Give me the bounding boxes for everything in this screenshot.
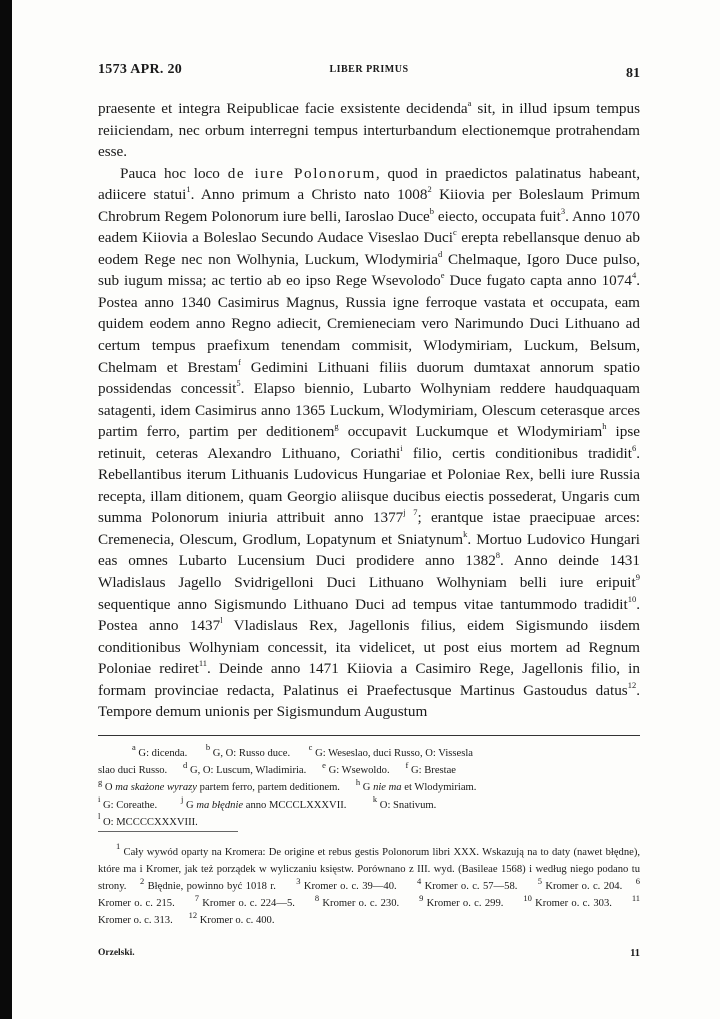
page-body — [98, 60, 640, 723]
signature-number: 11 — [630, 948, 640, 959]
header-title: LIBER PRIMUS — [329, 64, 409, 75]
paragraph-2: Pauca hoc loco de iure Polonorum, quod in praedictos palatinatus habeant, adiicere statui$^1$. Anno primum a Christo nato 1008$^2$ Kiiovia per Boleslaum Primum Chrobrum Regem Polonorum iure belli, Iaroslao Duce$^b$ eiecto, occupata fuit$^3$. Anno 1070 eadem Kiiovia a Boleslao Secundo Audace Viseslao Duci$^c$ erepta rebellansque denuo ab eodem Rege nec non Wolhynia, Luckum, Wlodymiria$^d$ Chelmaque, Igoro Duce pulso, sub iugum missa; ac tertio ab eo ipso Rege Wsevolodo$^e$ Duce fugato capta anno 1074$^4$. Postea anno 1340 Casimirus Magnus, Russia igne ferroque vastata et occupata, eam quidem eodem anno Regno adiecit, Cremieneciam vero Narimundo Duci Lithuano ad certum tempus praefixum tenendam commisit, Wlodymiriam, Luckum, Belsum, Chelmam et Brestam$^f$ Gedimini Lithuani filiis duorum dumtaxat annorum spatio possidendas concessit$^5$. Elapso biennio, Lubarto Wolhyniam reddere haudquaquam satagenti, idem Casimirus anno 1365 Luckum, Wlodymiriam, Olescum ceterasque arces partim ferro, partim per deditionem$^g$ occupavit Luckumque et Wlodymiriam$^h$ ipse retinuit, ceteras Alexandro Lithuano, Coriathi$^i$ filio, certis conditionibus tradidit$^6$. Rebellantibus iterum Lithuanis Ludovicus Hungariae et Poloniae Rex, belli iure Russia recepta, illam ditionem, quam Georgio aliisque ducibus eiectis possederat, Ungaris cum summa Polonorum iniuria attribuit anno $1377^{j 7}$; erantque istae praecipuae arces: Cremenecia, Olescum, Grodlum, Lopatynum et Sniatynum$^k$. Mortuo Ludovico Hungari eas omnes Lubarto Lucensium Duci prodidere anno 1382$^8$. Anno deinde 1431 Wladislaus Jagello Svidrigelloni Duci Lithuano Wolhyniam belli iure eripuit$^9$ sequentique anno Sigismundo Lithuano Duci ad tempus vitae tantummodo tradidit$^{10}$. Postea anno 1437$^l$ Vladislaus Rex, Jagellonis filius, eidem Sigismundo iisdem conditionibus Wolhyniam concessit, ita videlicet, ut post eius mortem ad Regnum Poloniae rediret$^{11}$. Deinde anno 1471 Kiiovia a Casimiro Rege, Jagellonis filio, in formam provinciae redacta, Palatinus ei Praefectusque Martinus Gastoudus datus$^{12}$. Tempore demum unionis per Sigismundum Augustum — [98, 164, 641, 721]
apparatus-line-4: $^i$ G: Coreathe. $^j$ G ma błędnie anno MCCCLXXXVII. $^k$ O: Snativum. — [98, 794, 437, 811]
apparatus-line-1: $^a$ G: dicenda. $^b$ G, O: Russo duce. $^c$ G: Weseslao, duci Russo, O: Vissesla — [132, 742, 473, 759]
paragraph-1: praesente et integra Reipublicae facie exsistente decidenda$^a$ sit, in illud ipsum tempus reiiciendam, nec orbum interregni tempus interturbandum electionemque protrahendam esse. — [98, 97, 640, 161]
apparatus-line-3: $^g$ O ma skażone wyrazy partem ferro, partem deditionem. $^h$ G nie ma et Wlodymiriam. — [98, 776, 477, 794]
footnote-text: $^1$ Cały wywód oparty na Kromera: De origine et rebus gestis Polonorum libri XXX. Wskazują na to daty (nawet błędne), które ma i Kromer, jak też porządek w wyliczaniu księstw. Porównano z III. wyd. (Basileae 1568) i według niego podano tu strony. $^2$ Błędnie, powinno być 1018 r. $^3$ Kromer o. c. 39—40. $^4$ Kromer o. c. 57—58. $^5$ Kromer o. c. 204. $^6$ Kromer o. c. 215. $^7$ Kromer o. c. 224—5. $^8$ Kromer o. c. 230. $^9$ Kromer o. c. 299. $^{10}$ Kromer o. c. 303. $^{11}$ Kromer o. c. 313. $^{12}$ Kromer o. c. 400. — [98, 841, 641, 927]
header-date: 1573 APR. 20 — [98, 62, 183, 77]
apparatus-rule — [98, 735, 640, 736]
page-footer — [98, 948, 640, 964]
footnotes — [98, 841, 641, 929]
scan-edge — [0, 0, 12, 1019]
apparatus-line-5: $^l$ O: MCCCCXXXVIII. — [98, 811, 198, 828]
footnote-rule — [98, 831, 238, 832]
running-header — [98, 60, 640, 84]
page-number: 81 — [626, 66, 640, 81]
apparatus-line-2: slao duci Russo. $^d$ G, O: Luscum, Wladimiria. $^e$ G: Wsewoldo. $^f$ G: Brestae — [98, 759, 456, 777]
main-text — [98, 98, 640, 723]
critical-apparatus — [98, 742, 640, 831]
footer-author: Orzelski. — [98, 948, 135, 958]
